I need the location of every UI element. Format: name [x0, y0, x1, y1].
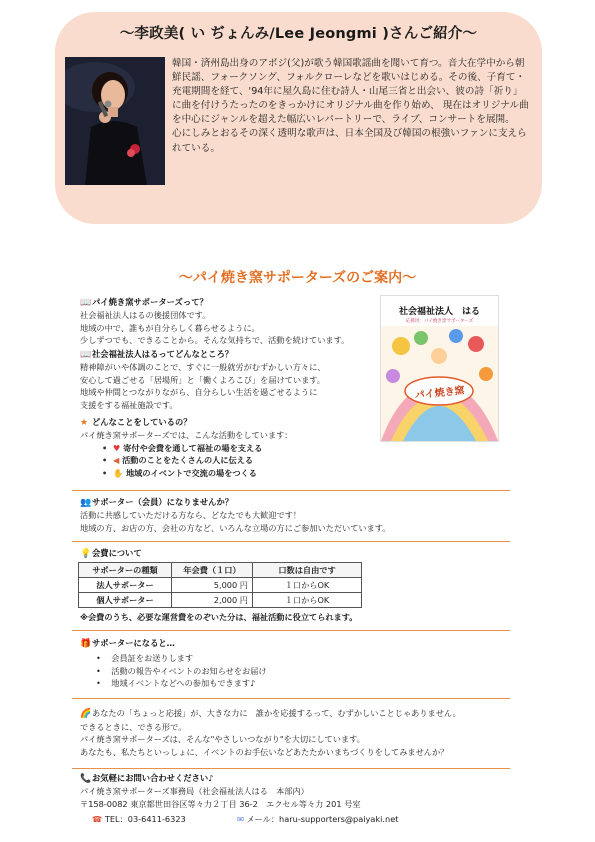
contact-address: 〒158-0082 東京都世田谷区等々力２丁目 36-2 エクセル等々力 201 号室	[80, 798, 361, 809]
profile-title: ～李政美( い ぢょんみ/Lee Jeongmi )さんご紹介～	[119, 26, 478, 42]
message-line: パイ焼き窯サポーターズは、そんな"やさしいつながり"を大切にしています。	[80, 734, 365, 745]
rainbow-icon: 🌈	[80, 709, 92, 719]
join-heading-text: サポーター（会員）になりませんか？	[92, 497, 234, 507]
singer-photo	[65, 57, 165, 185]
list-item: • ◀ 活動のことをたくさんの人に伝える	[102, 455, 254, 466]
q1-heading	[80, 296, 380, 309]
benefits-block	[80, 637, 520, 690]
benefits-heading-text: サポーターになると…	[92, 638, 175, 648]
q2-line: 精神障がいや体調のことで、すぐに一般就労がむずかしい方々に、	[80, 362, 326, 372]
q1-line: 地域の中で、誰もが自分らしく暮らせるように。	[80, 322, 260, 333]
fee-heading-text: 会費について	[92, 548, 142, 558]
profile-paragraph-1: 韓国・済州島出身のアボジ(父)が歌う韓国歌謡曲を聞いて育つ。音大在学中から朝鮮民謡、フォークソング、フォルクローレなどを歌いはじめる。その後、子育て・充電期間を経て、'94年に屋久島に住む詩人・山尾三省と出会い、彼の詩「祈り」に曲を付けうたったのをきっかけにオリジナル曲を作り始め、 現在はオリジナル曲を中心にジャンルを超えた幅広いレパートリーで、ライブ、コンサートを展開。	[172, 58, 529, 126]
divider	[72, 698, 510, 699]
contact-line	[80, 813, 525, 826]
q2-line: 支援をする福祉施設です。	[80, 399, 178, 410]
contact-tel: TEL：03-6411-6323	[104, 814, 186, 825]
list-item: • 活動の報告やイベントのお知らせをお届け	[96, 665, 267, 676]
handshake-icon: ✋	[112, 467, 126, 478]
q2-block	[80, 348, 380, 411]
q3-block	[80, 416, 380, 479]
brochure-title: 社会福祉法人 はる	[398, 307, 480, 317]
heart-icon: ♥	[112, 442, 124, 453]
join-line: 活動に共感していただける方なら、どなたでも大歓迎です！	[80, 510, 302, 520]
table-cell: 個人サポーター	[79, 593, 172, 608]
profile-paragraph-2: 心にしみとおるその深く透明な歌声は、日本全国及び韓国の根強いファンに支えられている。	[172, 128, 527, 154]
column-header: 年会費（１口）	[172, 563, 253, 578]
q3-intro: パイ焼き窯サポーターズでは、こんな活動をしています：	[80, 430, 293, 440]
phone-icon: ☎	[92, 814, 103, 825]
list-item: • 地域イベントなどへの参加もできます♪	[96, 678, 256, 689]
benefits-heading	[80, 637, 520, 650]
q1-line: 少しずつでも、できることから。そんな気持ちで、活動を続けています。	[80, 335, 350, 346]
lightbulb-icon: 💡	[80, 549, 92, 559]
q3-heading-text: どんなことをしているの？	[92, 417, 192, 427]
q2-heading	[80, 348, 380, 361]
contact-org: パイ焼き窯サポーターズ事務局（社会福祉法人はる 本部内）	[80, 786, 309, 796]
people-icon: 👥	[80, 498, 92, 508]
table-cell: 5,000 円	[172, 578, 253, 593]
table-row	[79, 578, 362, 593]
join-line: 地域の方、お店の方、会社の方など、いろんな立場の方にご参加いただいています。	[80, 522, 391, 533]
table-cell: １口からOK	[253, 593, 362, 608]
table-cell: 法人サポーター	[79, 578, 172, 593]
book-icon: 📖	[80, 350, 92, 360]
brochure-image	[380, 295, 499, 442]
contact-mail[interactable]: メール：haru-supporters@paiyaki.net	[246, 814, 399, 825]
q2-heading-text: 社会福祉法人はるってどんなところ？	[92, 349, 234, 359]
divider	[72, 490, 510, 491]
megaphone-icon: ◀	[112, 455, 123, 466]
q1-line: 社会福祉法人はるの後援団体です。	[80, 310, 211, 320]
q2-line: 安心して過ごせる「居場所」と「働くよろこび」を届けています。	[80, 374, 325, 385]
column-header: 口数は自由です	[253, 563, 362, 578]
profile-card	[55, 12, 542, 224]
divider	[72, 630, 510, 631]
contact-heading	[80, 772, 525, 785]
fee-note: ※会費のうち、必要な運営費をのぞいた分は、福祉活動に役立てられます。	[80, 612, 358, 622]
fee-heading	[80, 547, 520, 560]
table-cell: 2,000 円	[172, 593, 253, 608]
contact-heading-text: お気軽にお問い合わせください♪	[92, 773, 214, 783]
sparkle-icon: ★	[80, 418, 89, 428]
profile-text	[172, 57, 532, 156]
supporters-section-title: ～パイ焼き窯サポーターズのご案内～	[178, 270, 417, 286]
message-line: 🌈あなたの「ちょっと応援」が、大きな力に 誰かを応援するって、むずかしいことじゃありません。	[80, 708, 461, 719]
list-item: • ♥ 寄付や会費を通して福祉の場を支える	[102, 442, 263, 453]
book-icon: 📖	[80, 298, 92, 308]
fee-block	[80, 547, 520, 624]
contact-block	[80, 772, 525, 826]
divider	[72, 541, 510, 542]
message-block	[80, 707, 525, 758]
fee-table	[78, 562, 362, 608]
brochure-subtitle: 応援団：パイ焼き窯サポーターズ	[405, 319, 474, 324]
table-row	[79, 593, 362, 608]
mail-icon: ✉	[236, 814, 244, 825]
column-header: サポーターの種類	[79, 563, 172, 578]
table-cell: １口からOK	[253, 578, 362, 593]
divider	[72, 768, 510, 769]
q3-heading	[80, 416, 380, 429]
join-heading	[80, 496, 520, 509]
phone-icon: 📞	[80, 774, 92, 784]
list-item: • 会員証をお送りします	[96, 653, 194, 663]
q1-heading-text: パイ焼き窯サポーターズって？	[92, 297, 208, 307]
table-header-row	[79, 563, 362, 578]
q2-line: 地域や仲間とつながりながら、自分らしい生活を過ごせるように	[80, 387, 318, 398]
join-block	[80, 496, 520, 534]
list-item: • ✋ 地域のイベントで交流の場をつくる	[102, 467, 257, 478]
message-line: できるときに、できる形で。	[80, 721, 187, 732]
gift-icon: 🎁	[80, 639, 92, 649]
message-line: あなたも、私たちといっしょに、イベントのお手伝いなどあたたかいまちづくりをしてみませんか？	[80, 746, 449, 757]
q1-block	[80, 296, 380, 347]
brochure-logo: パイ焼き窯	[414, 385, 466, 402]
